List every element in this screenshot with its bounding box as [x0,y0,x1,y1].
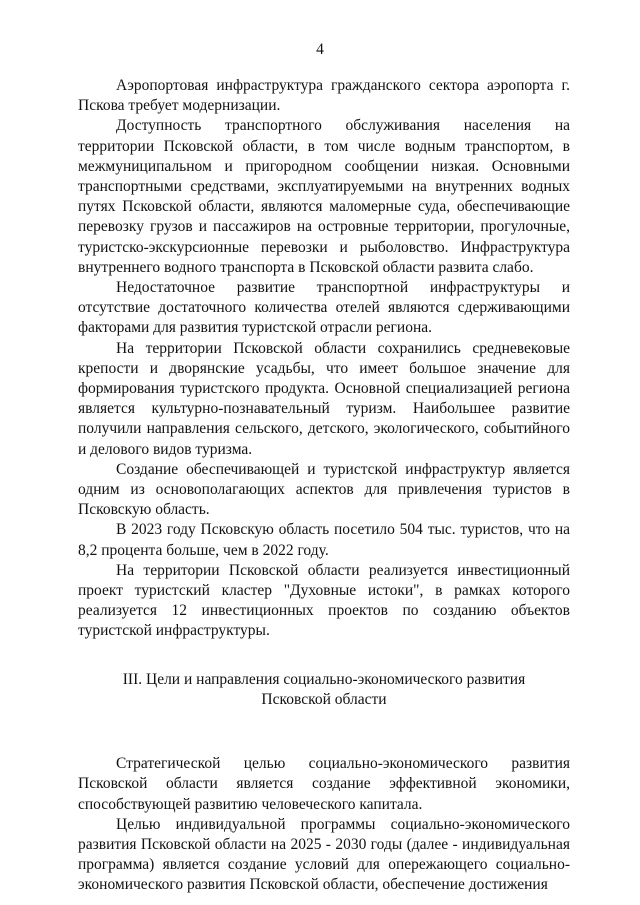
paragraph-tourist-count: В 2023 году Псковскую область посетило 504 тыс. туристов, что на 8,2 процента больше, чем в 2022 году. [78,521,570,559]
paragraph-strategic-goal: Стратегической целью социально-экономического развития Псковской области является создание эффективной экономики, способствующей развитию человеческого капитала. [78,755,570,813]
paragraph-infrastructure-shortage: Недостаточное развитие транспортной инфраструктуры и отсутствие достаточного количества отелей являются сдерживающими факторами для развития туристской отрасли региона. [78,279,570,337]
paragraph-program-goal: Целью индивидуальной программы социально-экономического развития Псковской области на 2025 - 2030 годы (далее - индивидуальная программа) является создание условий для опережающего социально-экономического развития Псковской области, обеспечение достижения [78,815,570,894]
section-heading [78,670,570,710]
paragraph-tourism-infrastructure: Создание обеспечивающей и туристской инфраструктур является одним из основополагающих аспектов для привлечения туристов в Псковскую область. [78,460,570,519]
page-number: 4 [316,41,324,58]
paragraph-investment-project: На территории Псковской области реализуется инвестиционный проект туристский кластер "Духовные истоки", в рамках которого реализуется 12 инвестиционных проектов по созданию объектов туристской инфраструктуры. [78,561,570,640]
paragraph-historic-sites: На территории Псковской области сохранились средневековые крепости и дворянские усадьбы, что имеет большое значение для формирования туристского продукта. Основной специализацией региона является культурно-познавательный туризм. Наибольшее развитие получили направления сельского, детского, экологического, событийного и делового видов туризма. [78,339,570,458]
document-body [78,76,570,896]
section-heading-line-2: Псковской области [261,690,387,708]
section-heading-line-1: III. Цели и направления социально-экономического развития [122,670,526,688]
paragraph-transport-accessibility: Доступность транспортного обслуживания населения на территории Псковской области, в том числе водным транспортом, в межмуниципальном и пригородном сообщении низкая. Основными транспортными средствами, эксплуатируемыми на внутренних водных путях Псковской области, являются маломерные суда, обеспечивающие перевозку грузов и пассажиров на островные территории, прогулочные, туристско-экскурсионные перевозки и рыболовство. Инфраструктура внутреннего водного транспорта в Псковской области развита слабо. [78,117,570,276]
paragraph-airport: Аэропортовая инфраструктура гражданского сектора аэропорта г. Пскова требует модернизации. [78,77,570,115]
